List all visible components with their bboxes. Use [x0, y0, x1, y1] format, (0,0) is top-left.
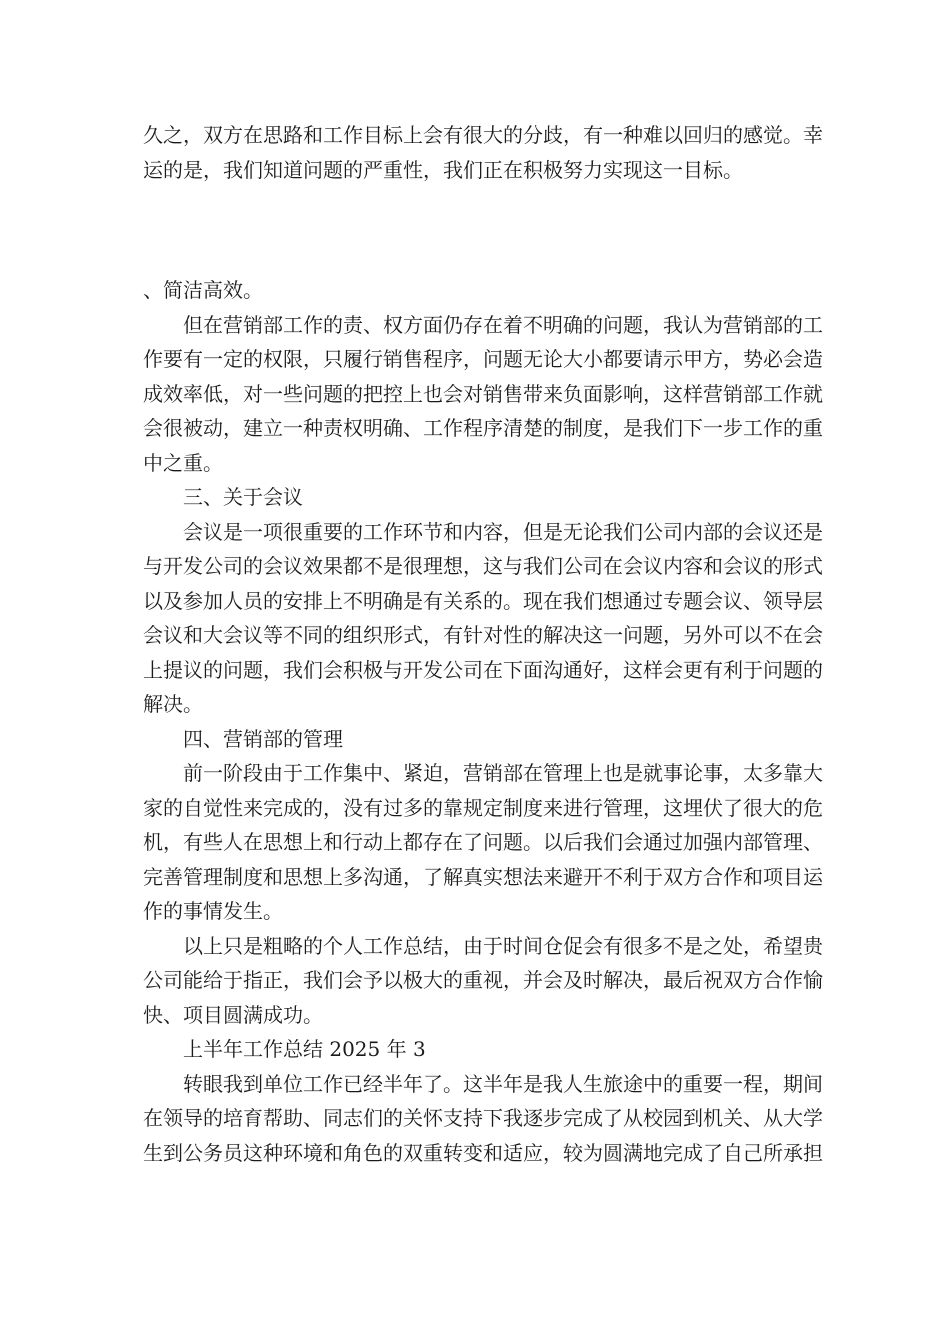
paragraph-line: 公司能给于指正，我们会予以极大的重视，并会及时解决，最后祝双方合作愉 — [143, 968, 823, 992]
paragraph-line: 机，有些人在思想上和行动上都存在了问题。以后我们会通过加强内部管理、 — [143, 830, 823, 854]
paragraph-line: 与开发公司的会议效果都不是很理想，这与我们公司在会议内容和会议的形式 — [143, 554, 823, 578]
paragraph-line: 前一阶段由于工作集中、紧迫，营销部在管理上也是就事论事，太多靠大 — [183, 761, 823, 785]
paragraph-line: 中之重。 — [143, 450, 223, 475]
document-title: 上半年工作总结 2025 年 3 — [183, 1037, 426, 1061]
section-heading: 四、营销部的管理 — [183, 726, 343, 751]
paragraph-line: 在领导的培育帮助、同志们的关怀支持下我逐步完成了从校园到机关、从大学 — [143, 1106, 823, 1130]
paragraph-line: 但在营销部工作的责、权方面仍存在着不明确的问题，我认为营销部的工 — [183, 312, 823, 337]
section-heading: 、简洁高效。 — [143, 278, 263, 302]
paragraph-line: 快、项目圆满成功。 — [143, 1002, 323, 1027]
paragraph-line: 生到公务员这种环境和角色的双重转变和适应，较为圆满地完成了自己所承担 — [143, 1140, 823, 1165]
section-heading: 三、关于会议 — [183, 485, 303, 509]
section-spacer — [143, 187, 803, 273]
paragraph-line: 运的是，我们知道问题的严重性，我们正在积极努力实现这一目标。 — [143, 157, 743, 182]
paragraph-line: 作要有一定的权限，只履行销售程序，问题无论大小都要请示甲方，势必会造 — [143, 347, 823, 371]
paragraph-line: 上提议的问题，我们会积极与开发公司在下面沟通好，这样会更有利于问题的 — [143, 657, 823, 682]
paragraph-line: 以上只是粗略的个人工作总结，由于时间仓促会有很多不是之处，希望贵 — [183, 933, 823, 958]
paragraph-line: 完善管理制度和思想上多沟通，了解真实想法来避开不利于双方合作和项目运 — [143, 864, 823, 889]
paragraph-line: 转眼我到单位工作已经半年了。这半年是我人生旅途中的重要一程，期间 — [183, 1071, 823, 1096]
paragraph-line: 家的自觉性来完成的，没有过多的靠规定制度来进行管理，这埋伏了很大的危 — [143, 795, 823, 820]
paragraph-line: 作的事情发生。 — [143, 899, 283, 923]
paragraph-line: 解决。 — [143, 692, 203, 716]
paragraph-line: 会议和大会议等不同的组织形式，有针对性的解决这一问题，另外可以不在会 — [143, 623, 823, 647]
paragraph-line: 以及参加人员的安排上不明确是有关系的。现在我们想通过专题会议、领导层 — [143, 588, 823, 613]
paragraph-line: 久之，双方在思路和工作目标上会有很大的分歧，有一种难以回归的感觉。幸 — [143, 123, 823, 147]
document-page — [143, 118, 823, 1170]
paragraph-line: 会很被动，建立一种责权明确、工作程序清楚的制度，是我们下一步工作的重 — [143, 416, 823, 440]
paragraph-line: 会议是一项很重要的工作环节和内容，但是无论我们公司内部的会议还是 — [183, 519, 823, 544]
paragraph-line: 成效率低，对一些问题的把控上也会对销售带来负面影响，这样营销部工作就 — [143, 381, 823, 406]
